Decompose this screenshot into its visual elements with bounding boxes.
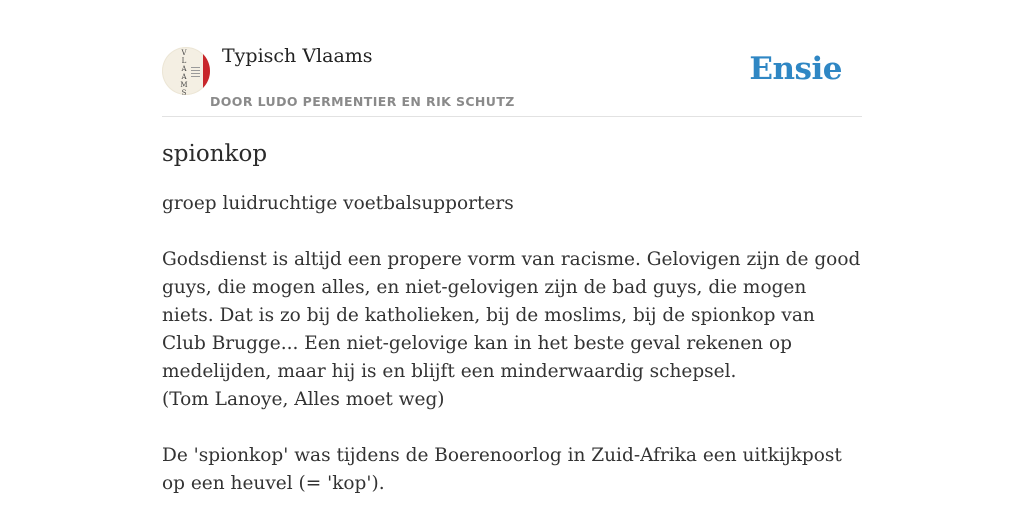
entry-definition: groep luidruchtige voetbalsupporters bbox=[162, 193, 514, 214]
book-logo[interactable] bbox=[162, 47, 210, 95]
quote-text: Godsdienst is altijd een propere vorm van racisme. Gelovigen zijn de good guys, die mogen alles, en niet-gelovigen zijn de bad guys, die mogen niets. Dat is zo bij de katholieken, bij de moslims, bij de spionkop van Club Brugge... Een niet-gelovige kan in het beste geval rekenen op medelijden, maar hij is en blijft een minderwaardig schepsel. bbox=[162, 249, 861, 382]
site-title[interactable]: Typisch Vlaams bbox=[222, 45, 373, 67]
logo-text-lines bbox=[191, 67, 200, 79]
brand-logo[interactable]: Ensie bbox=[749, 51, 842, 87]
entry-term: spionkop bbox=[162, 141, 268, 167]
entry-content bbox=[162, 138, 862, 498]
entry-note: De 'spionkop' was tijdens de Boerenoorlog in Zuid-Afrika een uitkijkpost op een heuvel (= 'kop'). bbox=[162, 445, 842, 494]
logo-lettering: V L A A M S bbox=[180, 49, 188, 95]
site-header bbox=[162, 40, 862, 117]
entry-quote bbox=[162, 246, 862, 414]
quote-source: (Tom Lanoye, Alles moet weg) bbox=[162, 389, 445, 410]
byline: DOOR LUDO PERMENTIER EN RIK SCHUTZ bbox=[210, 94, 515, 109]
logo-red-bar bbox=[203, 47, 210, 95]
